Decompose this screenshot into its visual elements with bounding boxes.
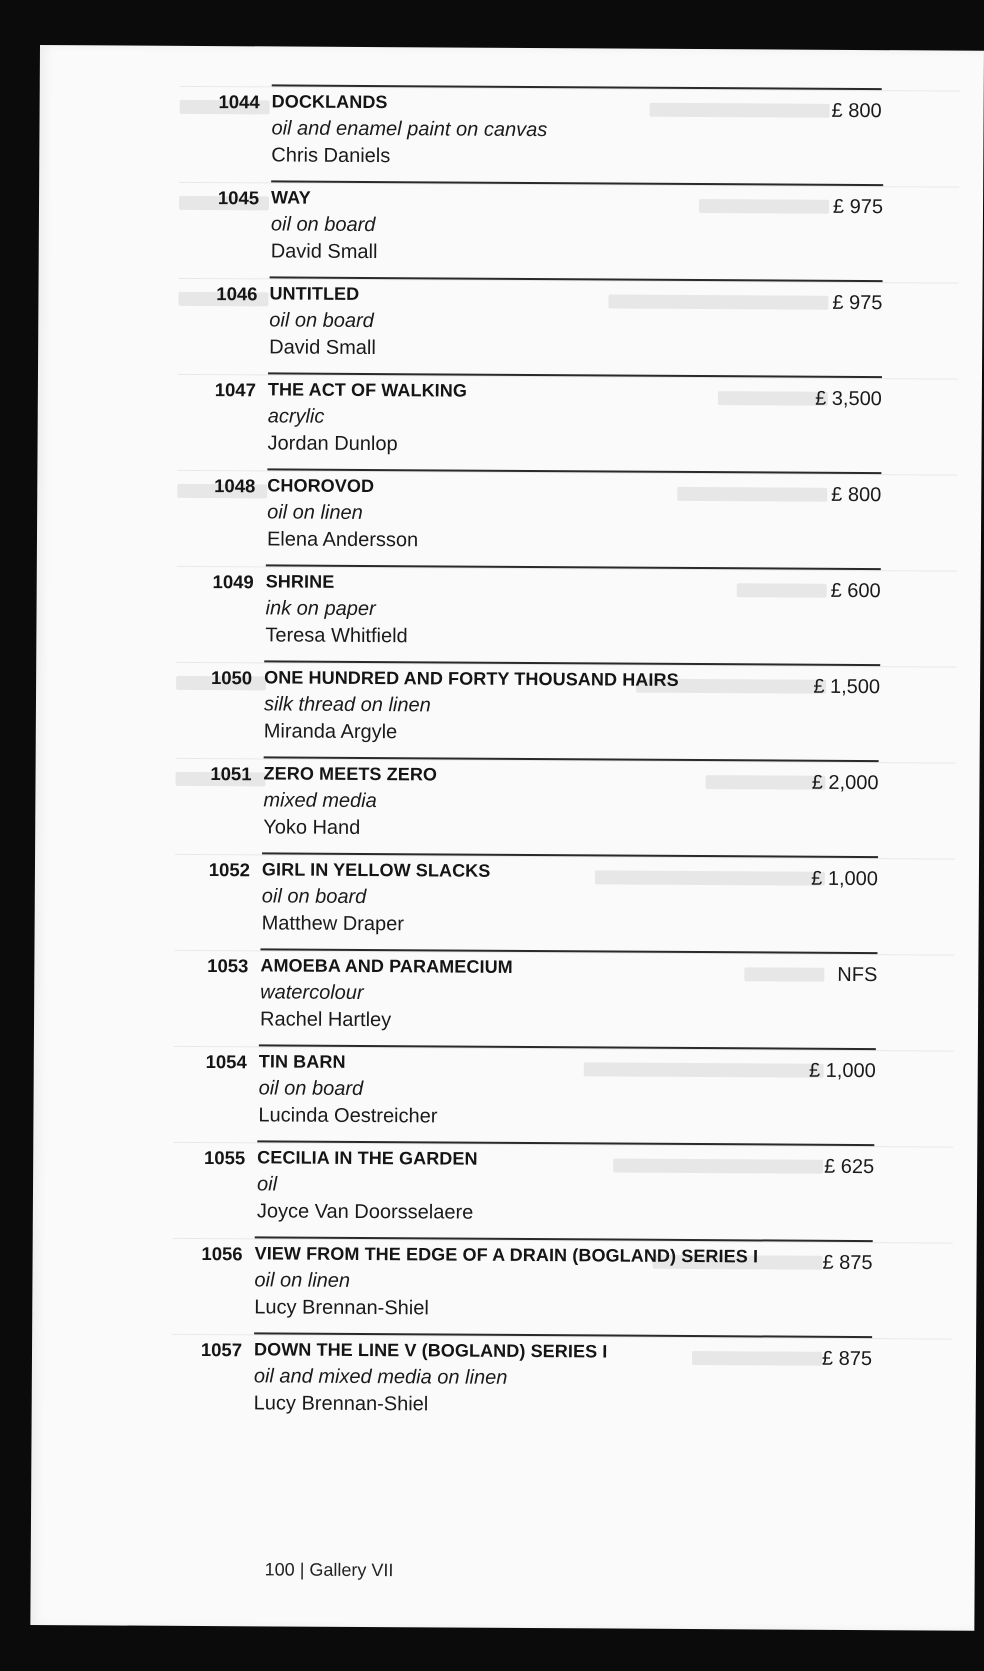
- artwork-price: £ 800: [831, 483, 882, 507]
- lot-number: 1055: [203, 1147, 246, 1169]
- catalogue-entry: [217, 180, 884, 280]
- artwork-price: NFS: [837, 963, 878, 987]
- artwork-price: £ 3,500: [815, 387, 882, 411]
- artwork-price: £ 2,000: [811, 771, 879, 795]
- artwork-title: SHRINE: [265, 571, 335, 592]
- lot-number: 1054: [205, 1051, 247, 1073]
- artwork-price: £ 875: [822, 1251, 873, 1275]
- catalogue-entry: [205, 1044, 876, 1144]
- artwork-price: £ 625: [824, 1155, 875, 1179]
- artwork-price: £ 1,000: [811, 867, 878, 891]
- lot-number: 1049: [212, 571, 254, 593]
- artwork-medium: mixed media: [263, 789, 377, 813]
- artist-name: Yoko Hand: [263, 816, 361, 839]
- lot-number: 1052: [208, 859, 251, 881]
- catalogue-entry: [216, 276, 883, 376]
- artwork-medium: oil: [256, 1173, 278, 1196]
- artwork-medium: oil on board: [258, 1077, 364, 1100]
- artist-name: Matthew Draper: [261, 912, 404, 936]
- artwork-medium: acrylic: [267, 405, 325, 428]
- catalogue-page: [30, 45, 984, 1631]
- lot-number: 1056: [201, 1243, 243, 1265]
- artwork-title: UNTITLED: [269, 283, 360, 304]
- lot-number: 1057: [200, 1339, 243, 1361]
- catalogue-entry: [207, 948, 878, 1048]
- artist-name: Miranda Argyle: [263, 720, 398, 744]
- artist-name: Lucy Brennan-Shiel: [253, 1392, 429, 1416]
- artwork-medium: watercolour: [260, 981, 364, 1004]
- lot-number: 1050: [210, 667, 253, 689]
- lot-number: 1048: [214, 475, 256, 497]
- artist-name: Lucy Brennan-Shiel: [254, 1296, 429, 1320]
- artwork-title: CECILIA IN THE GARDEN: [257, 1147, 478, 1169]
- artist-name: Jordan Dunlop: [267, 432, 398, 456]
- artist-name: Rachel Hartley: [259, 1008, 392, 1032]
- artwork-title: VIEW FROM THE EDGE OF A DRAIN (BOGLAND) SERIES I: [254, 1243, 759, 1267]
- lot-number: 1053: [207, 955, 249, 977]
- artwork-title: DOWN THE LINE V (BOGLAND) SERIES I: [253, 1339, 608, 1362]
- artwork-title: ZERO MEETS ZERO: [263, 763, 438, 785]
- artwork-medium: oil on board: [270, 213, 376, 237]
- artwork-title: AMOEBA AND PARAMECIUM: [260, 955, 513, 977]
- artwork-medium: oil on linen: [254, 1269, 351, 1292]
- artist-name: David Small: [269, 336, 376, 360]
- artwork-medium: ink on paper: [265, 597, 376, 621]
- page-footer: 100 | Gallery VII: [264, 1559, 394, 1581]
- catalogue-entry: [208, 852, 878, 952]
- artwork-price: £ 1,000: [808, 1059, 876, 1083]
- lot-number: 1045: [217, 187, 260, 209]
- artwork-title: ONE HUNDRED AND FORTY THOUSAND HAIRS: [264, 667, 679, 690]
- artwork-title: TIN BARN: [258, 1051, 346, 1072]
- artwork-price: £ 975: [832, 291, 883, 315]
- artwork-title: THE ACT OF WALKING: [267, 379, 468, 401]
- artwork-title: DOCKLANDS: [271, 91, 388, 113]
- artist-name: Chris Daniels: [271, 144, 391, 168]
- catalogue-entry: [200, 1332, 873, 1432]
- artwork-price: £ 600: [830, 579, 881, 603]
- separator-rule: [272, 84, 882, 89]
- lot-number: 1047: [214, 379, 256, 401]
- artist-name: Joyce Van Doorsselaere: [256, 1200, 474, 1224]
- catalogue-entry: [210, 756, 879, 856]
- catalogue-entry: [218, 84, 882, 184]
- artwork-medium: oil and enamel paint on canvas: [271, 117, 548, 142]
- catalogue-entry: [214, 468, 882, 568]
- catalogue-entry: [203, 1140, 875, 1240]
- artist-name: Lucinda Oestreicher: [258, 1104, 438, 1128]
- artwork-medium: oil on board: [269, 309, 374, 333]
- artwork-medium: oil on board: [261, 885, 367, 909]
- artwork-title: CHOROVOD: [267, 475, 375, 497]
- artist-name: Elena Andersson: [266, 528, 419, 552]
- artwork-medium: oil on linen: [267, 501, 363, 524]
- artwork-price: £ 1,500: [813, 675, 881, 699]
- lot-number: 1044: [218, 91, 260, 113]
- catalogue-entry: [201, 1236, 873, 1336]
- artwork-medium: silk thread on linen: [263, 693, 431, 717]
- artwork-price: £ 800: [831, 99, 882, 123]
- artwork-medium: oil and mixed media on linen: [253, 1365, 508, 1389]
- artist-name: Teresa Whitfield: [265, 624, 408, 648]
- lot-number: 1046: [216, 283, 258, 305]
- catalogue-entry: [214, 372, 882, 472]
- catalogue-entry: [210, 660, 881, 760]
- artwork-title: GIRL IN YELLOW SLACKS: [261, 859, 491, 881]
- artwork-price: £ 975: [832, 195, 884, 219]
- artwork-price: £ 875: [821, 1347, 873, 1371]
- lot-number: 1051: [210, 763, 252, 785]
- catalogue-entry: [212, 564, 881, 664]
- artwork-title: WAY: [271, 187, 311, 208]
- artist-name: David Small: [270, 240, 378, 264]
